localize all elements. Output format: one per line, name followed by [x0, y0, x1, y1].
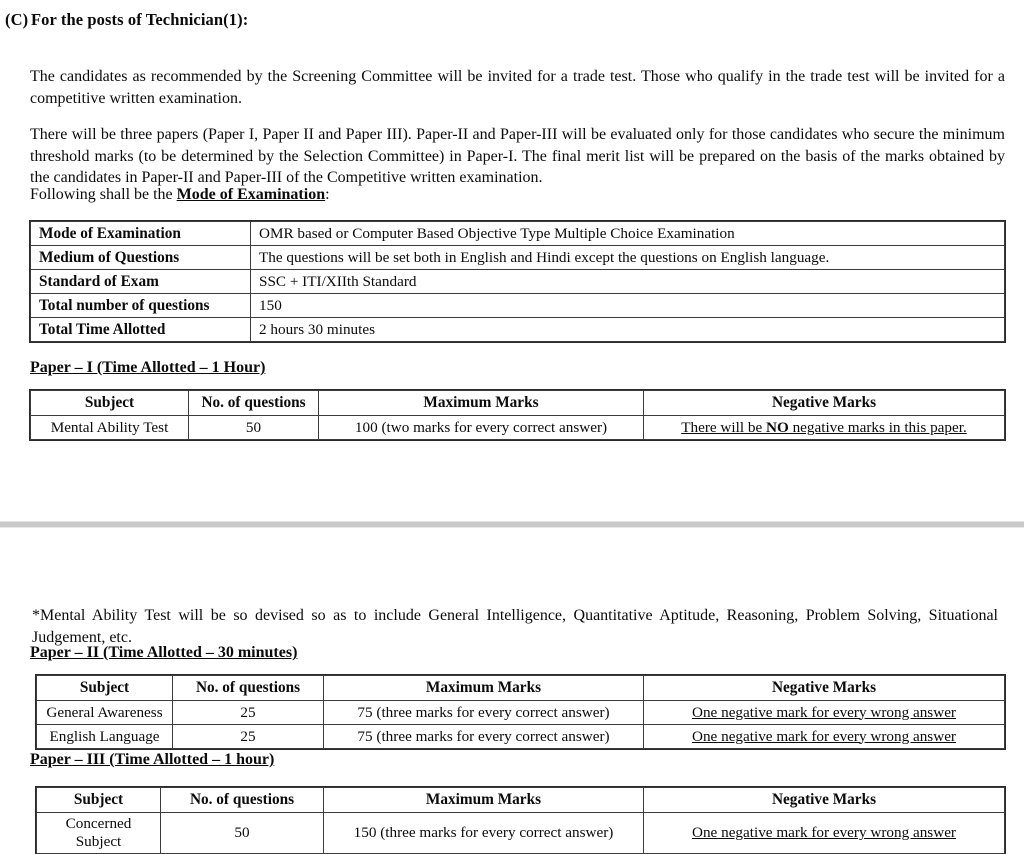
- table-row: [31, 416, 1005, 440]
- column-header-max-marks: Maximum Marks: [324, 676, 644, 701]
- section-label: (C): [5, 10, 29, 29]
- cell-questions: 25: [173, 725, 324, 749]
- negative-text: One negative mark for every wrong answer: [692, 727, 956, 745]
- lead-emphasis: Mode of Examination: [176, 186, 326, 203]
- column-header-negative-marks: Negative Marks: [644, 788, 1005, 813]
- column-header-negative-marks: Negative Marks: [644, 676, 1005, 701]
- mode-row-value: The questions will be set both in English and Hindi except the questions on English language.: [251, 246, 1005, 270]
- page-break-separator: [0, 521, 1024, 528]
- paper-2-marks-table: [36, 675, 1005, 749]
- column-header-questions: No. of questions: [189, 391, 319, 416]
- negative-text: One negative mark for every wrong answer: [692, 703, 956, 721]
- column-header-questions: No. of questions: [173, 676, 324, 701]
- paper-1-marks-table: [30, 390, 1005, 440]
- section-title: For the posts of Technician(1):: [31, 10, 249, 29]
- section-heading: [5, 10, 1005, 30]
- mode-row-key: Mode of Examination: [31, 222, 251, 246]
- table-row: [31, 294, 1005, 318]
- column-header-negative-marks: Negative Marks: [644, 391, 1005, 416]
- table-row: [31, 270, 1005, 294]
- cell-max-marks: 75 (three marks for every correct answer): [324, 725, 644, 749]
- negative-text-before: There will be: [681, 418, 766, 436]
- footnote-mental-ability: *Mental Ability Test will be so devised so as to include General Intelligence, Quantitative Aptitude, Reasoning, Problem Solving, Situational Judgement, etc.: [32, 607, 998, 646]
- mode-row-key: Standard of Exam: [31, 270, 251, 294]
- column-header-questions: No. of questions: [161, 788, 324, 813]
- paper-1-heading: Paper – I (Time Allotted – 1 Hour): [30, 359, 266, 376]
- negative-text-emphasis: NO: [765, 418, 789, 436]
- mode-row-value: 2 hours 30 minutes: [251, 318, 1005, 342]
- table-row: [31, 318, 1005, 342]
- cell-negative-marks: [644, 416, 1005, 440]
- paper-2-heading: Paper – II (Time Allotted – 30 minutes): [30, 644, 298, 661]
- cell-questions: 50: [189, 416, 319, 440]
- cell-questions: 25: [173, 701, 324, 725]
- cell-max-marks: 150 (three marks for every correct answer): [324, 813, 644, 854]
- cell-subject: English Language: [37, 725, 173, 749]
- mode-row-value: 150: [251, 294, 1005, 318]
- lead-suffix: :: [325, 186, 330, 203]
- paragraph-three-papers: There will be three papers (Paper I, Paper II and Paper III). Paper-II and Paper-III will be evaluated only for those candidates who secure the minimum threshold marks (to be determined by the Selection Committee) in Paper-I. The final merit list will be prepared on the basis of the marks obtained by the candidates in Paper-II and Paper-III of the Competitive written examination.: [30, 126, 1005, 186]
- table-header-row: [37, 676, 1005, 701]
- column-header-subject: Subject: [37, 676, 173, 701]
- table-row: [37, 701, 1005, 725]
- column-header-subject: Subject: [37, 788, 161, 813]
- cell-max-marks: 75 (three marks for every correct answer): [324, 701, 644, 725]
- cell-max-marks: 100 (two marks for every correct answer): [319, 416, 644, 440]
- cell-negative-marks: [644, 813, 1005, 854]
- mode-of-examination-lead: [30, 184, 330, 205]
- table-row: [31, 222, 1005, 246]
- table-header-row: [31, 391, 1005, 416]
- mode-of-examination-table: [30, 221, 1005, 342]
- table-row: [37, 813, 1005, 854]
- cell-subject: General Awareness: [37, 701, 173, 725]
- paragraph-trade-test: The candidates as recommended by the Screening Committee will be invited for a trade test. Those who qualify in the trade test will be invited for a competitive written examination.: [30, 68, 1005, 107]
- mode-row-value: OMR based or Computer Based Objective Type Multiple Choice Examination: [251, 222, 1005, 246]
- lead-prefix: Following shall be the: [30, 186, 177, 203]
- paper-3-marks-table: [36, 787, 1005, 854]
- negative-text-after: negative marks in this paper.: [788, 418, 967, 436]
- paper-3-heading: Paper – III (Time Allotted – 1 hour): [30, 751, 275, 768]
- cell-questions: 50: [161, 813, 324, 854]
- mode-row-key: Total Time Allotted: [31, 318, 251, 342]
- cell-subject: Mental Ability Test: [31, 416, 189, 440]
- mode-row-key: Medium of Questions: [31, 246, 251, 270]
- table-header-row: [37, 788, 1005, 813]
- cell-negative-marks: [644, 725, 1005, 749]
- cell-negative-marks: [644, 701, 1005, 725]
- table-row: [31, 246, 1005, 270]
- negative-text: One negative mark for every wrong answer: [692, 824, 956, 841]
- mode-row-key: Total number of questions: [31, 294, 251, 318]
- cell-subject: Concerned Subject: [37, 813, 161, 854]
- column-header-subject: Subject: [31, 391, 189, 416]
- column-header-max-marks: Maximum Marks: [319, 391, 644, 416]
- table-row: [37, 725, 1005, 749]
- column-header-max-marks: Maximum Marks: [324, 788, 644, 813]
- mode-row-value: SSC + ITI/XIIth Standard: [251, 270, 1005, 294]
